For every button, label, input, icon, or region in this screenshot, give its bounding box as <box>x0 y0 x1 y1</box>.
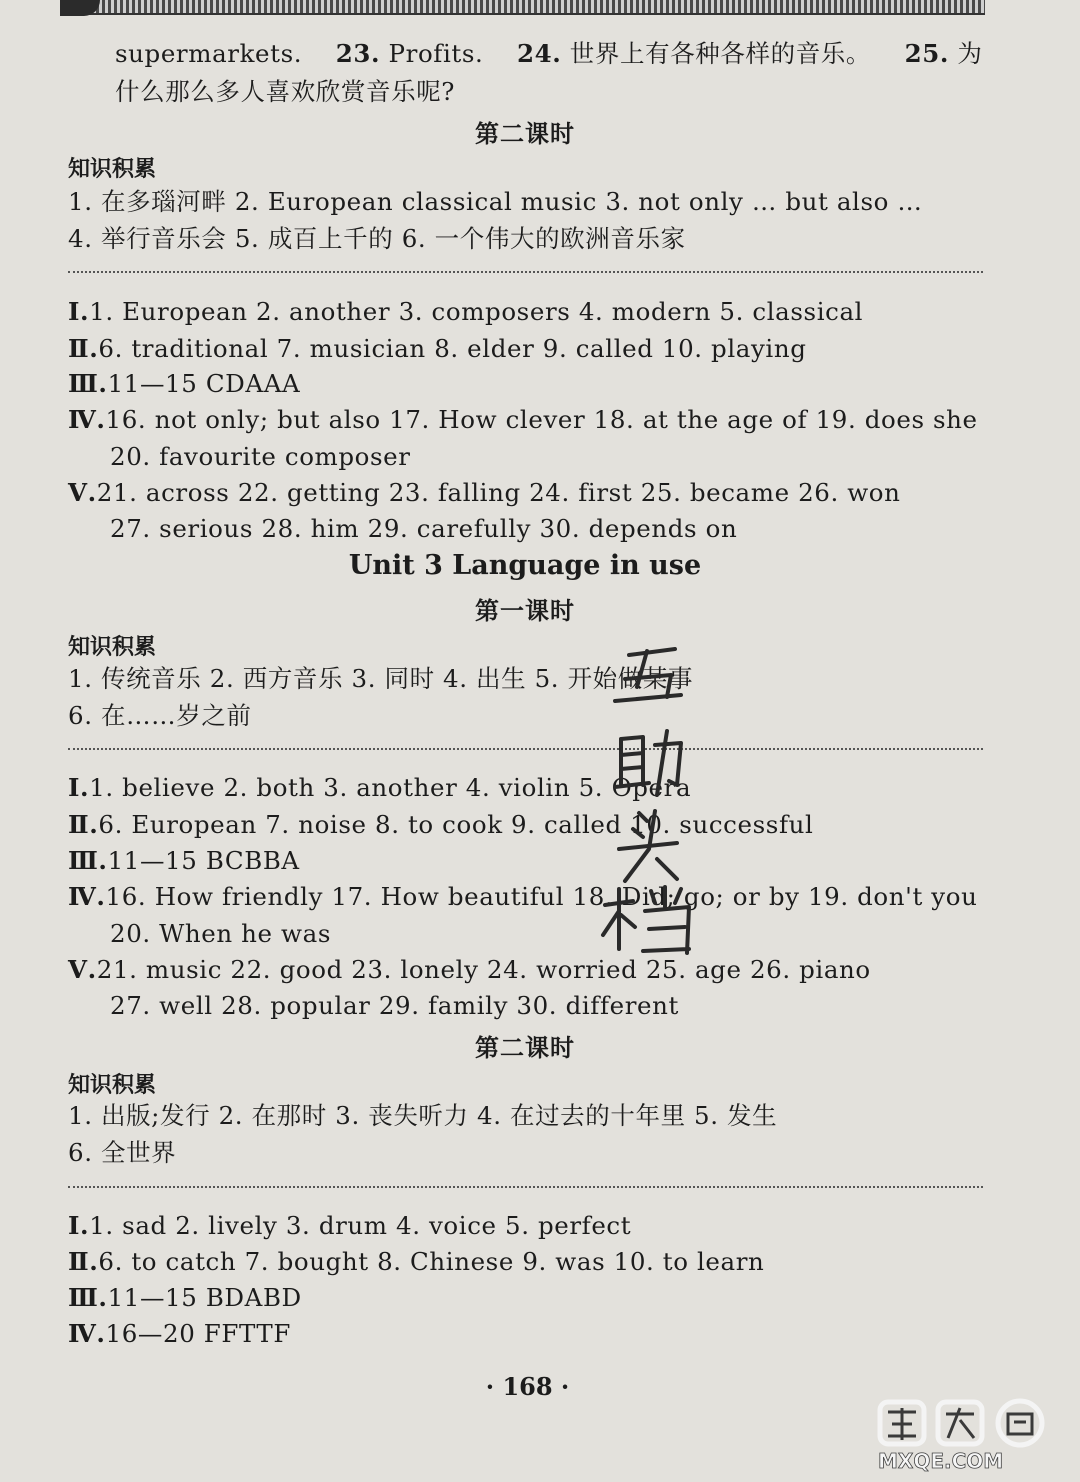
lesson-heading: 第二课时 <box>475 1033 575 1062</box>
header-band <box>60 0 985 15</box>
knowledge-line: 6. 在……岁之前 <box>68 701 252 730</box>
prev-text: 世界上有各种各样的音乐。 <box>569 39 871 68</box>
exercise-line <box>68 296 863 328</box>
unit-title: Unit 3 Language in use <box>348 550 702 581</box>
exercise-line <box>68 845 300 877</box>
exercise-text: 27. serious 28. him 29. carefully 30. depends on <box>110 514 738 543</box>
exercise-line <box>68 368 300 400</box>
prev-text: 为 <box>957 39 983 68</box>
exercise-line <box>68 1282 302 1314</box>
roman-label: Ⅰ. <box>68 1211 90 1240</box>
knowledge-label: 知识积累 <box>68 635 157 660</box>
roman-label: Ⅲ. <box>68 846 108 875</box>
knowledge-line: 1. 在多瑙河畔 2. European classical music 3. not only … but also … <box>68 187 923 216</box>
roman-label: Ⅱ. <box>68 334 99 363</box>
exercise-text: 20. When he was <box>110 919 331 948</box>
exercise-line <box>68 1246 764 1278</box>
exercise-line <box>110 441 411 473</box>
exercise-text: 1. sad 2. lively 3. drum 4. voice 5. perfect <box>89 1211 632 1240</box>
exercise-text: 6. to catch 7. bought 8. Chinese 9. was 10. to learn <box>98 1247 765 1276</box>
roman-label: Ⅳ. <box>68 882 106 911</box>
exercise-text: 16. not only; but also 17. How clever 18. at the age of 19. does she <box>105 405 978 434</box>
exercise-line <box>68 1210 631 1242</box>
exercise-text: 11—15 BCBBA <box>107 846 300 875</box>
exercise-line <box>68 404 978 436</box>
exercise-line <box>110 918 331 950</box>
exercise-line <box>68 477 901 509</box>
exercise-text: 16—20 FFTTF <box>105 1319 291 1348</box>
handwriting-scribble <box>585 635 705 965</box>
exercise-line <box>110 513 737 545</box>
roman-label: Ⅰ. <box>68 297 90 326</box>
exercise-line <box>68 881 977 913</box>
prev-num: 25. <box>904 39 949 68</box>
prev-line-2: 什么那么多人喜欢欣赏音乐呢? <box>115 77 456 106</box>
exercise-line <box>68 1318 291 1350</box>
prev-line-1 <box>115 38 983 70</box>
roman-label: Ⅲ. <box>68 1283 108 1312</box>
roman-label: Ⅱ. <box>68 810 99 839</box>
exercise-text: 1. European 2. another 3. composers 4. modern 5. classical <box>89 297 864 326</box>
roman-label: Ⅳ. <box>68 1319 106 1348</box>
prev-num: 24. <box>516 39 562 68</box>
knowledge-label: 知识积累 <box>68 1073 157 1098</box>
divider <box>68 271 983 273</box>
exercise-line <box>68 333 807 365</box>
exercise-text: 6. European 7. noise 8. to cook 9. called 10. successful <box>98 810 814 839</box>
roman-label: Ⅴ. <box>68 955 97 984</box>
exercise-line <box>68 954 871 986</box>
knowledge-label: 知识积累 <box>68 157 157 182</box>
exercise-text: 21. music 22. good 23. lonely 24. worried 25. age 26. piano <box>96 955 871 984</box>
exercise-text: 1. believe 2. both 3. another 4. violin 5. Opera <box>89 773 692 802</box>
exercise-text: 6. traditional 7. musician 8. elder 9. called 10. playing <box>98 334 807 363</box>
knowledge-line: 6. 全世界 <box>68 1138 177 1167</box>
lesson-heading: 第一课时 <box>475 596 575 625</box>
exercise-line <box>110 990 679 1022</box>
exercise-text: 11—15 CDAAA <box>107 369 301 398</box>
roman-label: Ⅱ. <box>68 1247 99 1276</box>
roman-label: Ⅰ. <box>68 773 90 802</box>
exercise-text: 20. favourite composer <box>110 442 411 471</box>
knowledge-line: 1. 传统音乐 2. 西方音乐 3. 同时 4. 出生 5. 开始做某事 <box>68 664 694 693</box>
watermark-logo <box>872 1396 1062 1474</box>
prev-text: supermarkets. <box>115 39 303 68</box>
exercise-text: 27. well 28. popular 29. family 30. different <box>110 991 679 1020</box>
knowledge-line: 4. 举行音乐会 5. 成百上千的 6. 一个伟大的欧洲音乐家 <box>68 224 686 253</box>
svg-text:MXQE.COM: MXQE.COM <box>878 1449 1004 1473</box>
exercise-text: 11—15 BDABD <box>107 1283 302 1312</box>
exercise-text: 16. How friendly 17. How beautiful 18. Did; go; or by 19. don't you <box>105 882 978 911</box>
exercise-text: 21. across 22. getting 23. falling 24. first 25. became 26. won <box>96 478 901 507</box>
page-number: · 168 · <box>485 1372 570 1401</box>
roman-label: Ⅲ. <box>68 369 108 398</box>
roman-label: Ⅳ. <box>68 405 106 434</box>
divider <box>68 1186 983 1188</box>
roman-label: Ⅴ. <box>68 478 97 507</box>
divider <box>68 748 983 750</box>
prev-num: 23. <box>335 39 381 68</box>
lesson-heading: 第二课时 <box>475 119 575 148</box>
prev-text: Profits. <box>388 39 484 68</box>
knowledge-line: 1. 出版;发行 2. 在那时 3. 丧失听力 4. 在过去的十年里 5. 发生 <box>68 1101 778 1130</box>
